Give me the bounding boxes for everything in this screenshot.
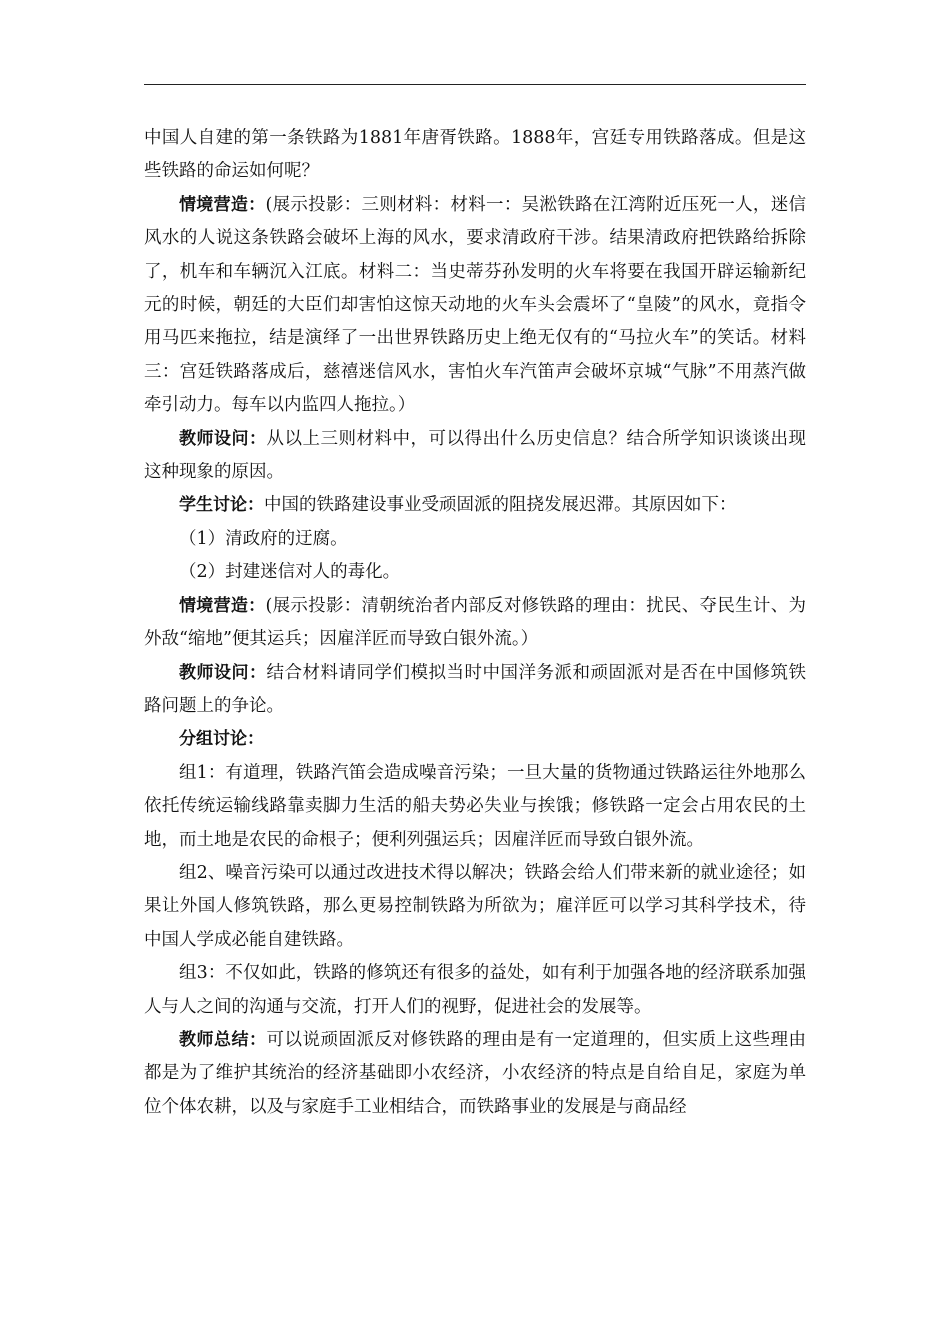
list-item-1 (144, 523, 806, 556)
document-body (144, 122, 806, 1124)
paragraph-text: (展示投影：三则材料：材料一：吴淞铁路在江湾附近压死一人，迷信风水的人说这条铁路会破坏上海的风水，要求清政府干涉。结果清政府把铁路给拆除了，机车和车辆沉入江底。材料二：当史蒂芬孙发明的火车将要在我国开辟运输新纪元的时候，朝廷的大臣们却害怕这惊天动地的火车头会震坏了“皇陵”的风水，竟指令用马匹来拖拉，结是演绎了一出世界铁路历史上绝无仅有的“马拉火车”的笑话。材料三：宫廷铁路落成后，慈禧迷信风水，害怕火车汽笛声会破坏京城“气脉”不用蒸汽做牵引动力。每车以内监四人拖拉。） (144, 194, 806, 416)
header-rule (144, 84, 806, 85)
paragraph-teacher-question-1 (144, 423, 806, 490)
paragraph-group-3 (144, 957, 806, 1024)
paragraph-text: 中国的铁路建设事业受顽固派的阻挠发展迟滞。其原因如下： (264, 495, 737, 516)
paragraph-label: 学生讨论： (179, 495, 264, 516)
paragraph-text: （1）清政府的迂腐。 (179, 528, 348, 549)
list-item-2 (144, 556, 806, 589)
paragraph-text: 结合材料请同学们模拟当时中国洋务派和顽固派对是否在中国修筑铁路问题上的争论。 (144, 662, 806, 716)
paragraph-text: 从以上三则材料中，可以得出什么历史信息？结合所学知识谈谈出现这种现象的原因。 (144, 428, 806, 483)
paragraph-label: 情境营造： (179, 595, 266, 616)
paragraph-teacher-question-2 (144, 657, 806, 724)
paragraph-scenario-1 (144, 189, 806, 423)
paragraph-text: 组1：有道理，铁路汽笛会造成噪音污染；一旦大量的货物通过铁路运往外地那么依托传统运输线路靠卖脚力生活的船夫势必失业与挨饿；修铁路一定会占用农民的土地，而土地是农民的命根子；便利列强运兵；因雇洋匠而导致白银外流。 (144, 762, 806, 850)
paragraph-label: 分组讨论： (179, 729, 264, 750)
paragraph-text: 中国人自建的第一条铁路为1881年唐胥铁路。1888年，宫廷专用铁路落成。但是这些铁路的命运如何呢？ (144, 128, 806, 182)
paragraph-teacher-summary (144, 1024, 806, 1124)
paragraph-label: 情境营造： (179, 194, 266, 215)
paragraph-text: 组3：不仅如此，铁路的修筑还有很多的益处，如有利于加强各地的经济联系加强人与人之间的沟通与交流，打开人们的视野，促进社会的发展等。 (144, 963, 806, 1017)
paragraph-intro (144, 122, 806, 189)
paragraph-text: （2）封建迷信对人的毒化。 (179, 562, 401, 583)
paragraph-text: 组2、噪音污染可以通过改进技术得以解决；铁路会给人们带来新的就业途径；如果让外国人修筑铁路，那么更易控制铁路为所欲为；雇洋匠可以学习其科学技术，待中国人学成必能自建铁路。 (144, 862, 806, 950)
paragraph-label: 教师设问： (179, 428, 267, 449)
paragraph-text: 可以说顽固派反对修铁路的理由是有一定道理的，但实质上这些理由都是为了维护其统治的经济基础即小农经济，小农经济的特点是自给自足，家庭为单位个体农耕，以及与家庭手工业相结合，而铁路事业的发展是与商品经 (144, 1029, 806, 1117)
paragraph-scenario-2 (144, 590, 806, 657)
paragraph-label: 教师总结： (179, 1029, 267, 1050)
paragraph-group-2 (144, 857, 806, 957)
paragraph-text: (展示投影：清朝统治者内部反对修铁路的理由：扰民、夺民生计、为外敌“缩地”便其运兵；因雇洋匠而导致白银外流。） (144, 595, 806, 650)
paragraph-group-discussion-heading (144, 723, 806, 756)
paragraph-label: 教师设问： (179, 662, 267, 683)
paragraph-group-1 (144, 757, 806, 857)
paragraph-student-discussion (144, 489, 806, 522)
